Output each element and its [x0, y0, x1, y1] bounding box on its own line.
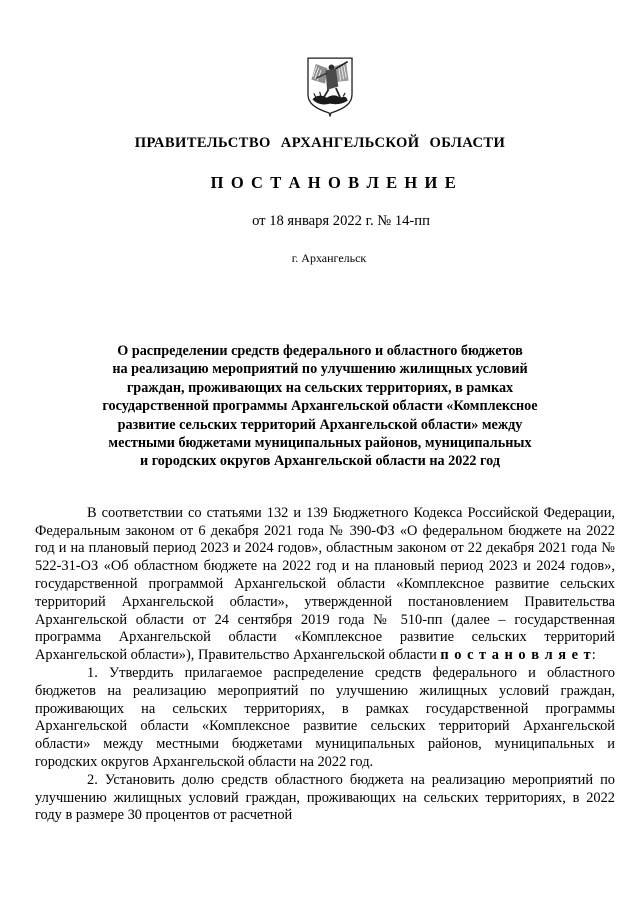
paragraph	[35, 772, 615, 825]
title-line: на реализацию мероприятий по улучшению жилищных условий	[112, 361, 528, 378]
org-name: ПРАВИТЕЛЬСТВО АРХАНГЕЛЬСКОЙ ОБЛАСТИ	[134, 135, 506, 151]
coat-of-arms-arkhangelsk-icon	[307, 57, 353, 117]
decree-verb-bold: п о с т а н о в л я е т	[440, 647, 592, 664]
paragraph-text: В соответствии со статьями 132 и 139 Бюджетного Кодекса Российской Федерации, Федеральным законом от 6 декабря 2021 года № 390-ФЗ «О федеральном бюджете на 2022 год и на плановый период 2023 и 2024 годов», областным законом от 22 декабря 2021 года № 522-31-ОЗ «Об областном бюджете на 2022 год и на плановый период 2023 и 2024 годов», государственной программой Архангельской области «Комплексное развитие сельских территорий Архангельской области», утвержденной постановлением Правительства Архангельской области от 24 сентября 2019 года № 510-пп (далее – государственная программа Архангельской области «Комплексное развитие сельских территорий Архангельской области»), Правительство Архангельской области	[35, 504, 615, 664]
city-line: г. Архангельск	[291, 251, 367, 265]
paragraph-text: 2. Установить долю средств областного бюджета на реализацию мероприятий по улучшению жилищных условий граждан, проживающих на сельских территориях, в 2022 году в размере 30 процентов от расчетной	[35, 771, 615, 824]
paragraph-text: 1. Утвердить прилагаемое распределение средств федерального и областного бюджетов на реализацию мероприятий по улучшению жилищных условий граждан, проживающих на сельских территориях, в рамках государственной программы Архангельской области «Комплексное развитие сельских территорий Архангельской области» между местными бюджетами муниципальных районов, муниципальных и городских округов Архангельской области на 2022 год.	[35, 665, 615, 770]
title-line: местными бюджетами муниципальных районов, муниципальных	[108, 435, 532, 452]
paragraph	[35, 665, 615, 772]
emblem-container	[0, 0, 640, 122]
paragraph	[35, 505, 615, 665]
title-line: государственной программы Архангельской области «Комплексное	[102, 398, 538, 415]
paragraph-text: :	[591, 647, 596, 664]
document-title	[0, 342, 640, 471]
document-type-heading: П О С Т А Н О В Л Е Н И Е	[210, 173, 458, 192]
title-line: О распределении средств федерального и областного бюджетов	[117, 343, 523, 359]
title-line: граждан, проживающих на сельских территориях, в рамках	[126, 379, 514, 396]
title-line: и городских округов Архангельской области на 2022 год	[139, 453, 501, 470]
date-number-line: от 18 января 2022 г. № 14-пп	[252, 213, 430, 229]
title-line: развитие сельских территорий Архангельской области» между	[117, 416, 523, 433]
body-paragraphs	[35, 505, 615, 825]
